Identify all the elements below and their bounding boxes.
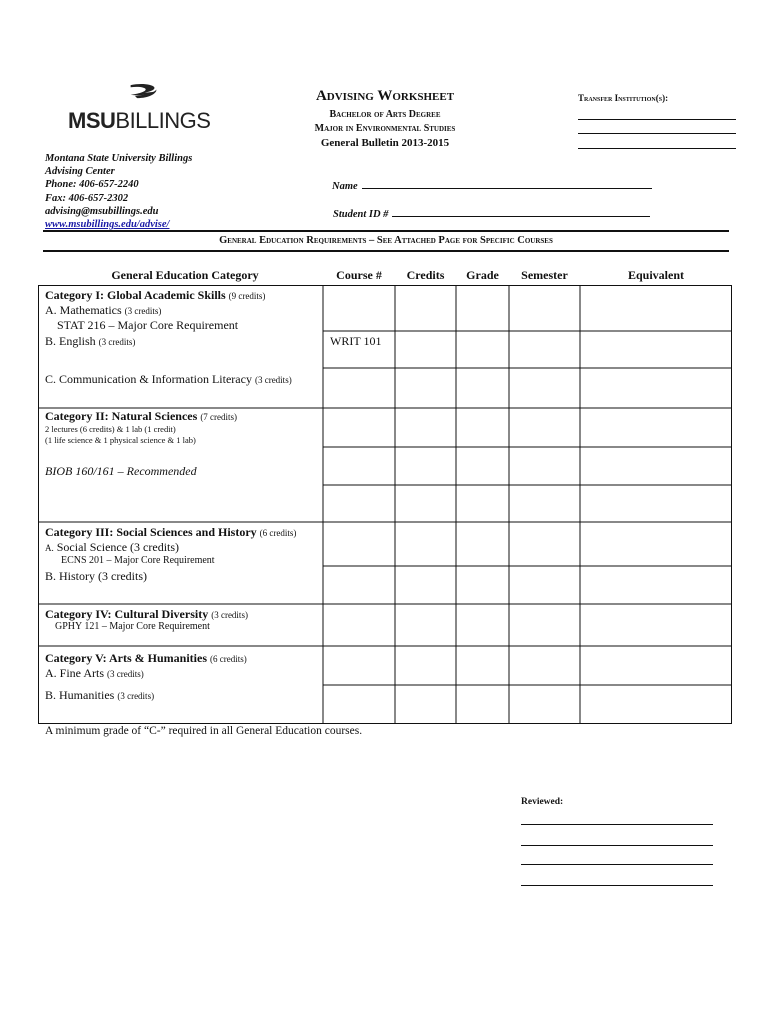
reviewed-label: Reviewed:: [521, 797, 564, 807]
cat5-a-credits: (3 credits): [107, 669, 144, 679]
fax: Fax: 406-657-2302: [45, 192, 129, 204]
cat3-a-row: [45, 540, 179, 555]
reviewed-line-2[interactable]: [521, 845, 713, 846]
transfer-institution-label: Transfer Institution(s):: [578, 93, 669, 103]
cat5-title-row: [45, 651, 247, 666]
logo-part2: BILLINGS: [115, 108, 211, 133]
cat1-c-label: C. Communication & Information Literacy: [45, 372, 252, 386]
name-field[interactable]: [332, 178, 652, 192]
cat5-b-credits: (3 credits): [117, 691, 155, 701]
col-header-course: Course #: [336, 268, 382, 282]
degree-line: Bachelor of Arts Degree: [329, 109, 441, 120]
website-link[interactable]: www.msubillings.edu/advise/: [45, 219, 170, 231]
page-title: Advising Worksheet: [315, 88, 455, 104]
cat5-b-label: B. Humanities: [45, 688, 115, 702]
cat2-credits: (7 credits): [200, 412, 238, 422]
grade-note: A minimum grade of “C-” required in all General Education courses.: [45, 725, 363, 737]
bulletin-line: General Bulletin 2013-2015: [320, 137, 450, 149]
name-input-line[interactable]: [362, 178, 652, 189]
student-id-label: Student ID #: [333, 209, 389, 220]
cat1-b-credits: (3 credits): [98, 337, 136, 347]
student-id-field[interactable]: [333, 206, 650, 220]
cat2-line1: 2 lectures (6 credits) & 1 lab (1 credit): [45, 424, 176, 434]
cat1-c-row: [45, 372, 292, 387]
cat1-b-row: [45, 334, 135, 349]
logo-wordmark: [68, 108, 210, 134]
phone: Phone: 406-657-2240: [45, 179, 139, 191]
cat4-credits: (3 credits): [211, 610, 248, 620]
col-header-credits: Credits: [406, 268, 445, 282]
reviewed-line-4[interactable]: [521, 885, 713, 886]
cat1-title-row: [45, 288, 265, 303]
logo-part1: MSU: [68, 108, 116, 133]
cat3-title-row: [45, 525, 296, 540]
cat1-b-label: B. English: [45, 334, 96, 348]
cat3-b-label: B. History (3 credits): [45, 569, 147, 583]
cat1-a-credits: (3 credits): [124, 306, 162, 316]
contact-block: [45, 152, 192, 231]
name-label: Name: [332, 181, 358, 192]
section-title: General Education Requirements – See Attached Page for Specific Courses: [219, 235, 553, 246]
reviewed-line-1[interactable]: [521, 824, 713, 825]
col-header-semester: Semester: [521, 268, 568, 282]
cat1-a-label: A. Mathematics: [45, 303, 122, 317]
cat5-a-row: [45, 666, 144, 681]
col-header-equivalent: Equivalent: [627, 268, 684, 282]
cat2-line2: (1 life science & 1 physical science & 1 lab): [45, 435, 196, 445]
cat3-title: Category III: Social Sciences and History: [45, 525, 257, 539]
section-rule-top: [43, 230, 729, 232]
cat3-a-label: Social Science (3 credits): [56, 540, 180, 554]
cat1-a-row: [45, 303, 161, 318]
cat1-stat: STAT 216 – Major Core Requirement: [57, 318, 239, 332]
col-header-grade: Grade: [466, 268, 499, 282]
cat4-gphy: GPHY 121 – Major Core Requirement: [55, 621, 210, 632]
reviewed-line-3[interactable]: [521, 864, 713, 865]
cat1-b-course: WRIT 101: [330, 334, 382, 348]
cat2-recommended: BIOB 160/161 – Recommended: [45, 464, 197, 478]
cat1-title: Category I: Global Academic Skills: [45, 288, 226, 302]
advising-center: Advising Center: [45, 166, 115, 178]
cat5-credits: (6 credits): [210, 654, 247, 664]
section-rule-bottom: [43, 250, 729, 252]
cat1-c-credits: (3 credits): [254, 375, 292, 385]
cat5-b-row: [45, 688, 154, 703]
student-id-input-line[interactable]: [392, 206, 650, 217]
cat5-title: Category V: Arts & Humanities: [45, 651, 207, 665]
cat4-title-row: [45, 607, 248, 622]
cat5-a-label: A. Fine Arts: [45, 666, 105, 680]
transfer-line-2[interactable]: [578, 133, 736, 134]
transfer-line-1[interactable]: [578, 119, 736, 120]
university-name: Montana State University Billings: [45, 153, 193, 164]
cat3-a-prefix: A.: [45, 543, 54, 553]
msu-billings-logo-icon: [68, 83, 218, 111]
major-line: Major in Environmental Studies: [314, 123, 456, 134]
cat4-title: Category IV: Cultural Diversity: [45, 607, 209, 621]
email: advising@msubillings.edu: [45, 205, 159, 217]
transfer-line-3[interactable]: [578, 148, 736, 149]
cat2-title-row: [45, 409, 237, 424]
cat3-credits: (6 credits): [259, 528, 297, 538]
cat2-title: Category II: Natural Sciences: [45, 409, 198, 423]
col-header-category: General Education Category: [111, 268, 259, 282]
cat3-ecns: ECNS 201 – Major Core Requirement: [61, 555, 215, 566]
cat1-credits: (9 credits): [228, 291, 266, 301]
